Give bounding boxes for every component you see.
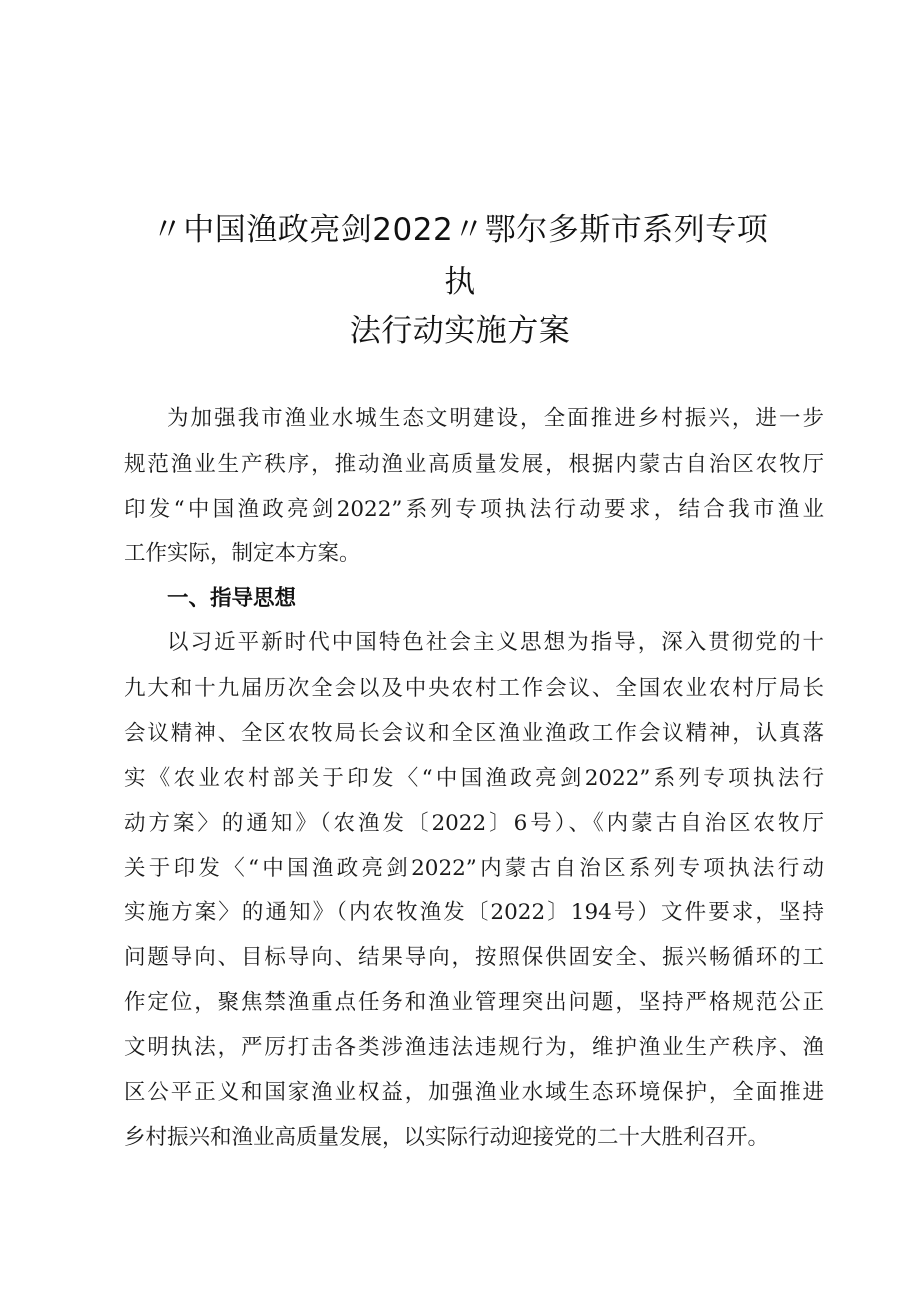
document-title-line-1: 〃中国渔政亮剑2022〃鄂尔多斯市系列专项 (151, 212, 769, 248)
intro-paragraph-line: 为加强我市渔业水城生态文明建设，全面推进乡村振兴，进一步 (167, 406, 824, 431)
section-paragraph-line: 关于印发〈“中国渔政亮剑2022”内蒙古自治区系列专项执法行动 (124, 856, 824, 881)
intro-paragraph-line: 工作实际，制定本方案。 (124, 541, 361, 566)
section-paragraph-line: 实施方案〉的通知》（内农牧渔发〔2022〕194号）文件要求，坚持 (124, 900, 824, 925)
section-paragraph-line: 实《农业农村部关于印发〈“中国渔政亮剑2022”系列专项执法行 (124, 766, 824, 791)
section-paragraph-line: 动方案〉的通知》（农渔发〔2022〕6号）、《内蒙古自治区农牧厅 (124, 811, 824, 836)
section-paragraph-line: 问题导向、目标导向、结果导向，按照保供固安全、振兴畅循环的工 (124, 945, 824, 970)
document-title-line-2: 执 (444, 264, 476, 300)
section-heading: 一、指导思想 (167, 586, 297, 611)
section-paragraph-line: 会议精神、全区农牧局长会议和全区渔业渔政工作会议精神，认真落 (124, 721, 824, 746)
document-title-line-3: 法行动实施方案 (349, 313, 571, 349)
intro-paragraph-line: 印发“中国渔政亮剑2022”系列专项执法行动要求，结合我市渔业 (124, 497, 824, 522)
section-paragraph-line: 以习近平新时代中国特色社会主义思想为指导，深入贯彻党的十 (167, 630, 824, 655)
section-paragraph-line: 作定位，聚焦禁渔重点任务和渔业管理突出问题，坚持严格规范公正 (124, 990, 824, 1015)
section-paragraph-line: 文明执法，严厉打击各类涉渔违法违规行为，维护渔业生产秩序、渔 (124, 1035, 824, 1060)
section-paragraph-line: 乡村振兴和渔业高质量发展，以实际行动迎接党的二十大胜利召开。 (124, 1125, 770, 1150)
section-paragraph-line: 九大和十九届历次全会以及中央农村工作会议、全国农业农村厅局长 (124, 676, 824, 701)
intro-paragraph-line: 规范渔业生产秩序，推动渔业高质量发展，根据内蒙古自治区农牧厅 (124, 452, 824, 477)
section-paragraph-line: 区公平正义和国家渔业权益，加强渔业水域生态环境保护，全面推进 (124, 1080, 824, 1105)
